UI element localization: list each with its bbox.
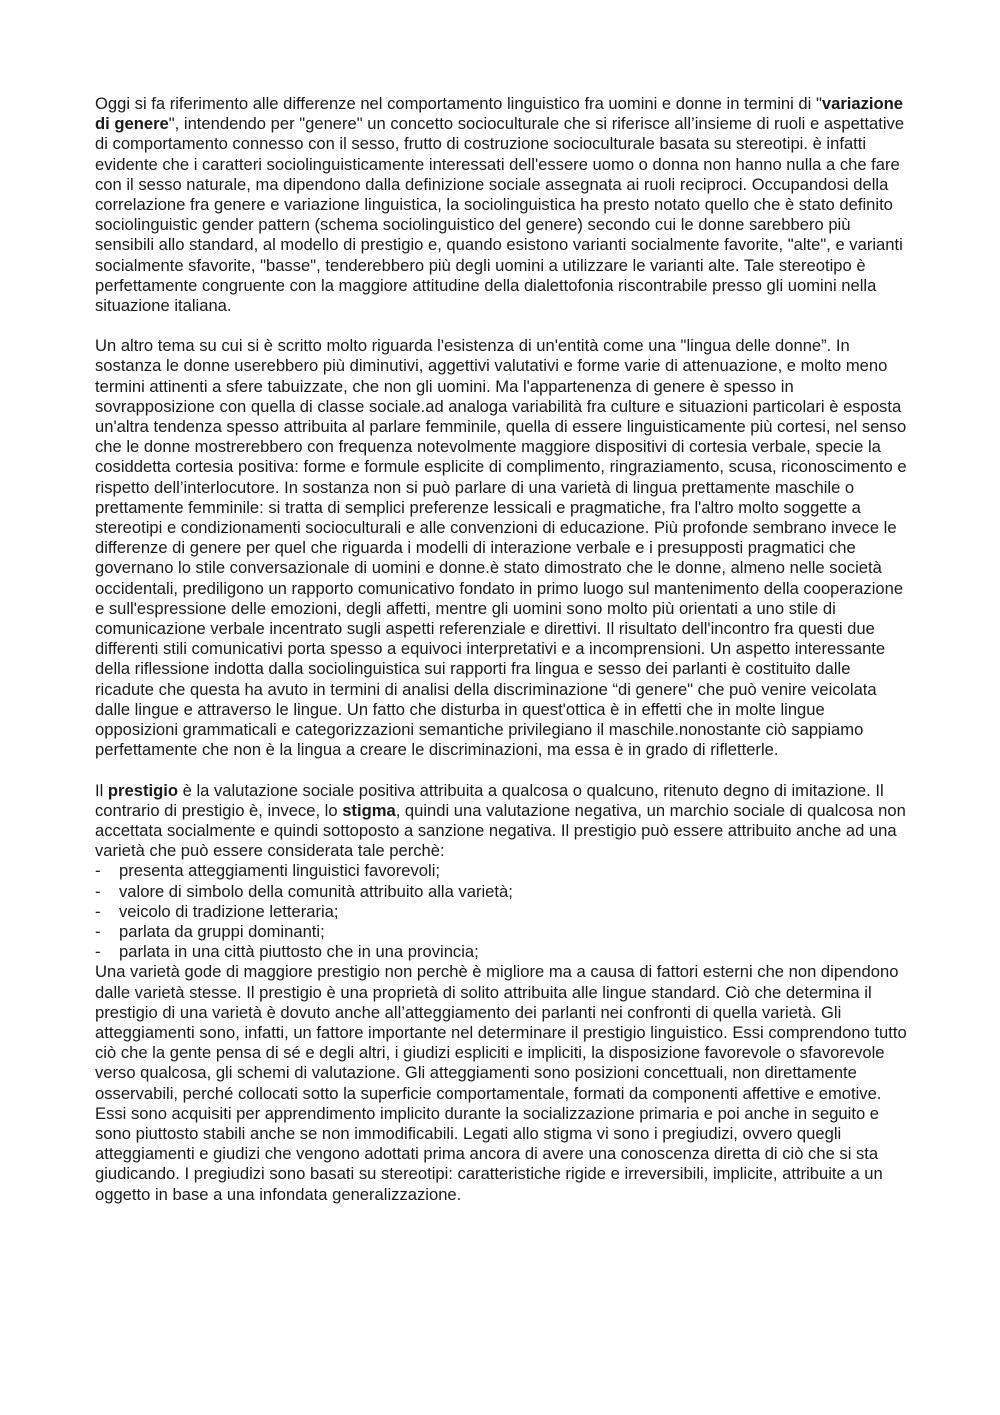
bullet-dash: - — [95, 942, 101, 962]
list-item — [95, 942, 911, 962]
paragraph3-text-1: Il — [95, 780, 108, 800]
paragraph1-text-end: ", intendendo per "genere" un concetto socioculturale che si riferisce all’insieme di ruoli e aspettative di comportamento connesso con il sesso, frutto di costruzione socioculturale basata su stereotipi. è infatti evidente che i caratteri sociolinguisticamente interessati dell'essere uomo o donna non hanno nulla a che fare con il sesso naturale, ma dipendono dalla definizione sociale assegnata ai ruoli reciproci. Occupandosi della correlazione fra genere e variazione linguistica, la sociolinguistica ha presto notato quello che è stato definito sociolinguistic gender pattern (schema sociolinguistico del genere) secondo cui le donne sarebbero più sensibili allo standard, al modello di prestigio e, quando esistono varianti socialmente favorite, "alte", e varianti socialmente sfavorite, "basse", tenderebbero più degli uomini a utilizzare le varianti alte. Tale stereotipo è perfettamente congruente con la maggiore attitudine della dialettofonia riscontrabile presso gli uomini nella situazione italiana. — [95, 114, 905, 316]
bullet-dash: - — [95, 921, 101, 941]
list-item-text: parlata in una città piuttosto che in una provincia; — [119, 942, 479, 962]
paragraph-gender-variation — [95, 94, 911, 316]
bullet-dash: - — [95, 901, 101, 921]
prestige-criteria-list — [95, 861, 911, 962]
list-item-text: parlata da gruppi dominanti; — [119, 921, 325, 941]
list-item-text: valore di simbolo della comunità attribuito alla varietà; — [119, 881, 513, 901]
paragraph-atteggiamenti: Una varietà gode di maggiore prestigio non perchè è migliore ma a causa di fattori esterni che non dipendono dalle varietà stesse. Il prestigio è una proprietà di solito attribuita alle lingue standard. Ciò che determina il prestigio di una varietà è dovuto anche all’atteggiamento dei parlanti nei confronti di quella varietà. Gli atteggiamenti sono, infatti, un fattore importante nel determinare il prestigio linguistico. Essi comprendono tutto ciò che la gente pensa di sé e degli altri, i giudizi espliciti e impliciti, la disposizione favorevole o sfavorevole verso qualcosa, gli schemi di valutazione. Gli atteggiamenti sono posizioni concettuali, non direttamente osservabili, perché collocati sotto la superficie comportamentale, formati da componenti affettive e emotive. Essi sono acquisiti per apprendimento implicito durante la socializzazione primaria e poi anche in seguito e sono piuttosto stabili anche se non immodificabili. Legati allo stigma vi sono i pregiudizi, ovvero quegli atteggiamenti e giudizi che vengono adottati prima ancora di avere una conoscenza diretta di ciò che si sta giudicando. I pregiudizi sono basati su stereotipi: caratteristiche rigide e irreversibili, implicite, attribuite a un oggetto in base a una infondata generalizzazione. — [95, 962, 907, 1204]
list-item — [95, 882, 911, 902]
list-item — [95, 861, 911, 881]
term-prestigio: prestigio — [107, 780, 178, 800]
list-item — [95, 922, 911, 942]
paragraph1-text-start: Oggi si fa riferimento alle differenze nel comportamento linguistico fra uomini e donne in termini di " — [95, 94, 822, 113]
paragraph-lingua-delle-donne: Un altro tema su cui si è scritto molto riguarda l'esistenza di un'entità come una "lingua delle donne”. In sostanza le donne userebbero più diminutivi, aggettivi valutativi e forme varie di attenuazione, e molto meno termini attinenti a sfere tabuizzate, che non gli uomini. Ma l'appartenenza di genere è spesso in sovrapposizione con quella di classe sociale.ad analoga variabilità fra culture e situazioni particolari è esposta un'altra tendenza spesso attribuita al parlare femminile, quella di essere linguisticamente più cortesi, nel senso che le donne mostrerebbero con frequenza notevolmente maggiore dispositivi di cortesia verbale, specie la cosiddetta cortesia positiva: forme e formule esplicite di complimento, ringraziamento, scusa, riconoscimento e rispetto dell’interlocutore. In sostanza non si può parlare di una varietà di lingua prettamente maschile o prettamente femminile: si tratta di semplici preferenze lessicali e pragmatiche, fra l'altro molto soggette a stereotipi e condizionamenti socioculturali e alle convenzioni di educazione. Più profonde sembrano invece le differenze di genere per quel che riguarda i modelli di interazione verbale e i presupposti pragmatici che governano lo stile conversazionale di uomini e donne.è stato dimostrato che le donne, almeno nelle società occidentali, prediligono un rapporto comunicativo fondato in primo luogo sul mantenimento della cooperazione e sull'espressione delle emozioni, degli affetti, mentre gli uomini sono molto più orientati a uno stile di comunicazione verbale incentrato sugli aspetti referenziale e direttivi. Il risultato dell'incontro fra questi due differenti stili comunicativi porta spesso a equivoci interpretativi e a incomprensioni. Un aspetto interessante della riflessione indotta dalla sociolinguistica sui rapporti fra lingua e sesso dei parlanti è costituito dalle ricadute che questa ha avuto in termini di analisi della discriminazione “di genere" che può venire veicolata dalle lingue e attraverso le lingue. Un fatto che disturba in quest'ottica è in effetti che in molte lingue opposizioni grammaticali e categorizzazioni semantiche privilegiano il maschile.nonostante ciò sappiamo perfettamente che non è la lingua a creare le discriminazioni, ma essa è in grado di rifletterle. — [95, 336, 907, 760]
paragraph-prestigio — [95, 781, 911, 862]
list-item-text: veicolo di tradizione letteraria; — [119, 901, 339, 921]
paragraph3-text-3: , quindi una valutazione negativa, un marchio sociale di qualcosa non accettata socialmente e quindi sottoposto a sanzione negativa. Il prestigio può essere attribuito anche ad una varietà che può essere considerata tale perchè: — [95, 800, 906, 861]
paragraph3-text-2: è la valutazione sociale positiva attribuita a qualcosa o qualcuno, ritenuto degno di imitazione. Il contrario di prestigio è, invece, lo — [95, 780, 884, 820]
term-stigma: stigma — [342, 800, 396, 820]
term-variazione-di-genere: variazione di genere — [95, 94, 904, 134]
list-item — [95, 902, 911, 922]
bullet-dash: - — [95, 881, 101, 901]
bullet-dash: - — [95, 861, 101, 881]
list-item-text: presenta atteggiamenti linguistici favorevoli; — [119, 861, 440, 881]
document-body — [95, 94, 911, 1205]
